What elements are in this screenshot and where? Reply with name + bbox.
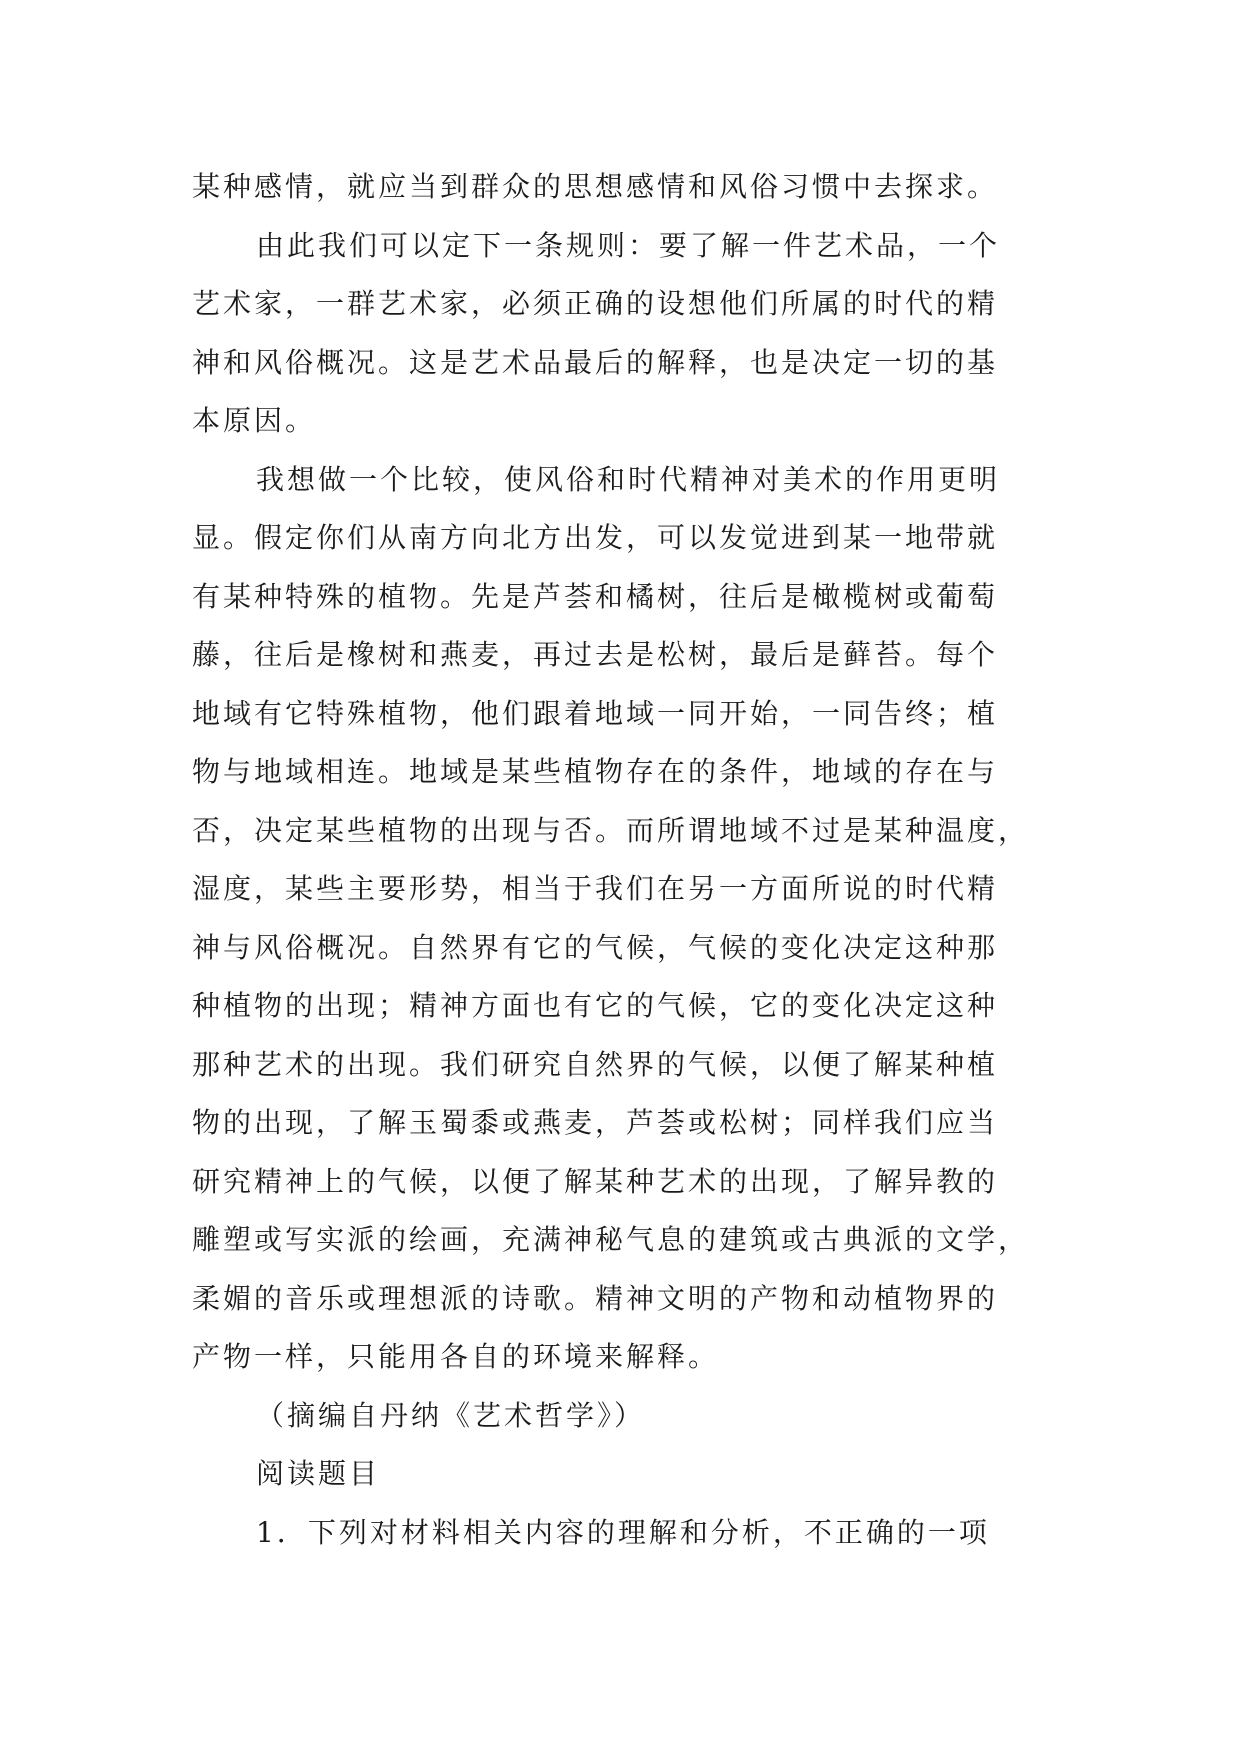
text-line: 由此我们可以定下一条规则：要了解一件艺术品，一个 (256, 228, 1001, 262)
text-line: 湿度，某些主要形势，相当于我们在另一方面所说的时代精 (192, 872, 999, 905)
text-line: 藤，往后是橡树和燕麦，再过去是松树，最后是藓苔。每个 (192, 638, 999, 671)
section-heading: 阅读题目 (256, 1457, 381, 1490)
text-line: 显。假定你们从南方向北方出发，可以发觉进到某一地带就 (192, 521, 999, 554)
question-item: 1．下列对材料相关内容的理解和分析，不正确的一项 (256, 1515, 990, 1549)
body-text (192, 158, 1062, 1562)
text-line: 柔媚的音乐或理想派的诗歌。精神文明的产物和动植物界的 (192, 1281, 999, 1315)
text-line: 我想做一个比较，使风俗和时代精神对美术的作用更明 (256, 462, 1001, 496)
text-line: 某种感情，就应当到群众的思想感情和风俗习惯中去探求。 (192, 170, 999, 203)
text-line: 产物一样，只能用各自的环境来解释。 (192, 1340, 720, 1373)
text-line: 艺术家，一群艺术家，必须正确的设想他们所属的时代的精 (192, 287, 999, 320)
source-citation: （摘编自丹纳《艺术哲学》） (256, 1398, 646, 1432)
text-line: 本原因。 (192, 404, 317, 437)
text-line: 地域有它特殊植物，他们跟着地域一同开始，一同告终；植 (192, 696, 999, 730)
text-line: 研究精神上的气候，以便了解某种艺术的出现，了解异教的 (192, 1164, 999, 1198)
text-line: 否，决定某些植物的出现与否。而所谓地域不过是某种温度， (192, 813, 1030, 847)
text-line: 雕塑或写实派的绘画，充满神秘气息的建筑或古典派的文学， (192, 1223, 1030, 1256)
text-line: 那种艺术的出现。我们研究自然界的气候，以便了解某种植 (192, 1047, 999, 1081)
text-line: 种植物的出现；精神方面也有它的气候，它的变化决定这种 (192, 989, 999, 1022)
text-line: 神和风俗概况。这是艺术品最后的解释，也是决定一切的基 (192, 345, 999, 379)
text-line: 物与地域相连。地域是某些植物存在的条件，地域的存在与 (192, 755, 999, 788)
text-line: 神与风俗概况。自然界有它的气候，气候的变化决定这种那 (192, 930, 999, 964)
text-line: 有某种特殊的植物。先是芦荟和橘树，往后是橄榄树或葡萄 (192, 579, 999, 613)
text-line: 物的出现，了解玉蜀黍或燕麦，芦荟或松树；同样我们应当 (192, 1106, 999, 1139)
